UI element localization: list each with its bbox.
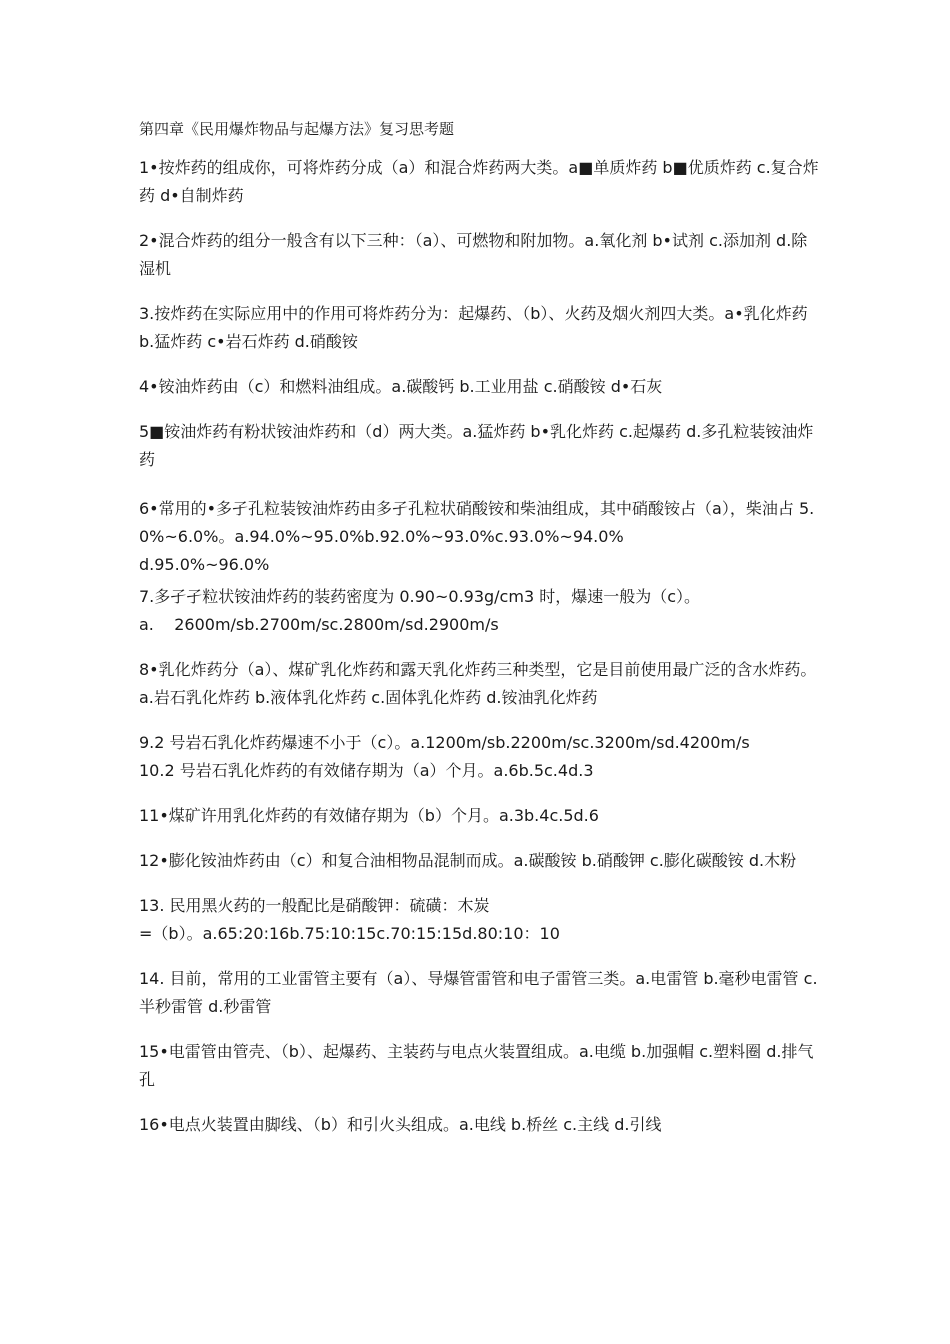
question-6-continued: d.95.0%~96.0% <box>139 555 270 574</box>
question-5: 5■铵油炸药有粉状铵油炸药和（d）两大类。a.猛炸药 b•乳化炸药 c.起爆药 d.多孔粒装铵油炸药 <box>139 422 814 469</box>
question-15: 15•电雷管由管壳、（b）、起爆药、主装药与电点火装置组成。a.电缆 b.加强帽 c.塑料圈 d.排气孔 <box>139 1042 814 1089</box>
document-body <box>139 118 819 1139</box>
question-7: 7.多孑孑粒状铵油炸药的装药密度为 0.90~0.93g/cm3 时，爆速一般为（c）。 <box>139 587 701 606</box>
question-4: 4•铵油炸药由（c）和燃料油组成。a.碳酸钙 b.工业用盐 c.硝酸铵 d•石灰 <box>139 377 663 396</box>
question-12: 12•膨化铵油炸药由（c）和复合油相物品混制而成。a.碳酸铵 b.硝酸钾 c.膨化碳酸铵 d.木粉 <box>139 851 797 870</box>
question-3: 3.按炸药在实际应用中的作用可将炸药分为：起爆药、（b）、火药及烟火剂四大类。a•乳化炸药 b.猛炸药 c•岩石炸药 d.硝酸铵 <box>139 304 813 351</box>
question-8: 8•乳化炸药分（a）、煤矿乳化炸药和露天乳化炸药三种类型，它是目前使用最广泛的含水炸药。a.岩石乳化炸药 b.液体乳化炸药 c.固体乳化炸药 d.铵油乳化炸药 <box>139 660 817 707</box>
question-1: 1•按炸药的组成你，可将炸药分成（a）和混合炸药两大类。a■单质炸药 b■优质炸药 c.复合炸药 d•自制炸药 <box>139 158 819 205</box>
question-13-continued: =（b）。a.65:20:16b.75:10:15c.70:15:15d.80:10：10 <box>139 924 560 943</box>
question-9: 9.2 号岩石乳化炸药爆速不小于（c）。a.1200m/sb.2200m/sc.3200m/sd.4200m/s <box>139 733 750 752</box>
question-10: 10.2 号岩石乳化炸药的有效储存期为（a）个月。a.6b.5c.4d.3 <box>139 761 594 780</box>
question-11: 11•煤矿许用乳化炸药的有效储存期为（b）个月。a.3b.4c.5d.6 <box>139 806 599 825</box>
question-16: 16•电点火装置由脚线、（b）和引火头组成。a.电线 b.桥丝 c.主线 d.引线 <box>139 1115 662 1134</box>
question-6: 6•常用的•多孑孔粒装铵油炸药由多孑孔粒状硝酸铵和柴油组成，其中硝酸铵占（a），柴油占 5.0%~6.0%。a.94.0%~95.0%b.92.0%~93.0%c.93.0%~94.0% <box>139 499 815 546</box>
question-2: 2•混合炸药的组分一般含有以下三种：（a）、可燃物和附加物。a.氧化剂 b•试剂 c.添加剂 d.除湿机 <box>139 231 808 278</box>
question-7-options: a. 2600m/sb.2700m/sc.2800m/sd.2900m/s <box>139 615 499 634</box>
question-14: 14. 目前，常用的工业雷管主要有（a）、导爆管雷管和电子雷管三类。a.电雷管 b.毫秒电雷管 c.半秒雷管 d.秒雷管 <box>139 969 818 1016</box>
question-13: 13. 民用黑火药的一般配比是硝酸钾：硫磺：木炭 <box>139 896 490 915</box>
document-title: 第四章《民用爆炸物品与起爆方法》复习思考题 <box>139 120 455 138</box>
